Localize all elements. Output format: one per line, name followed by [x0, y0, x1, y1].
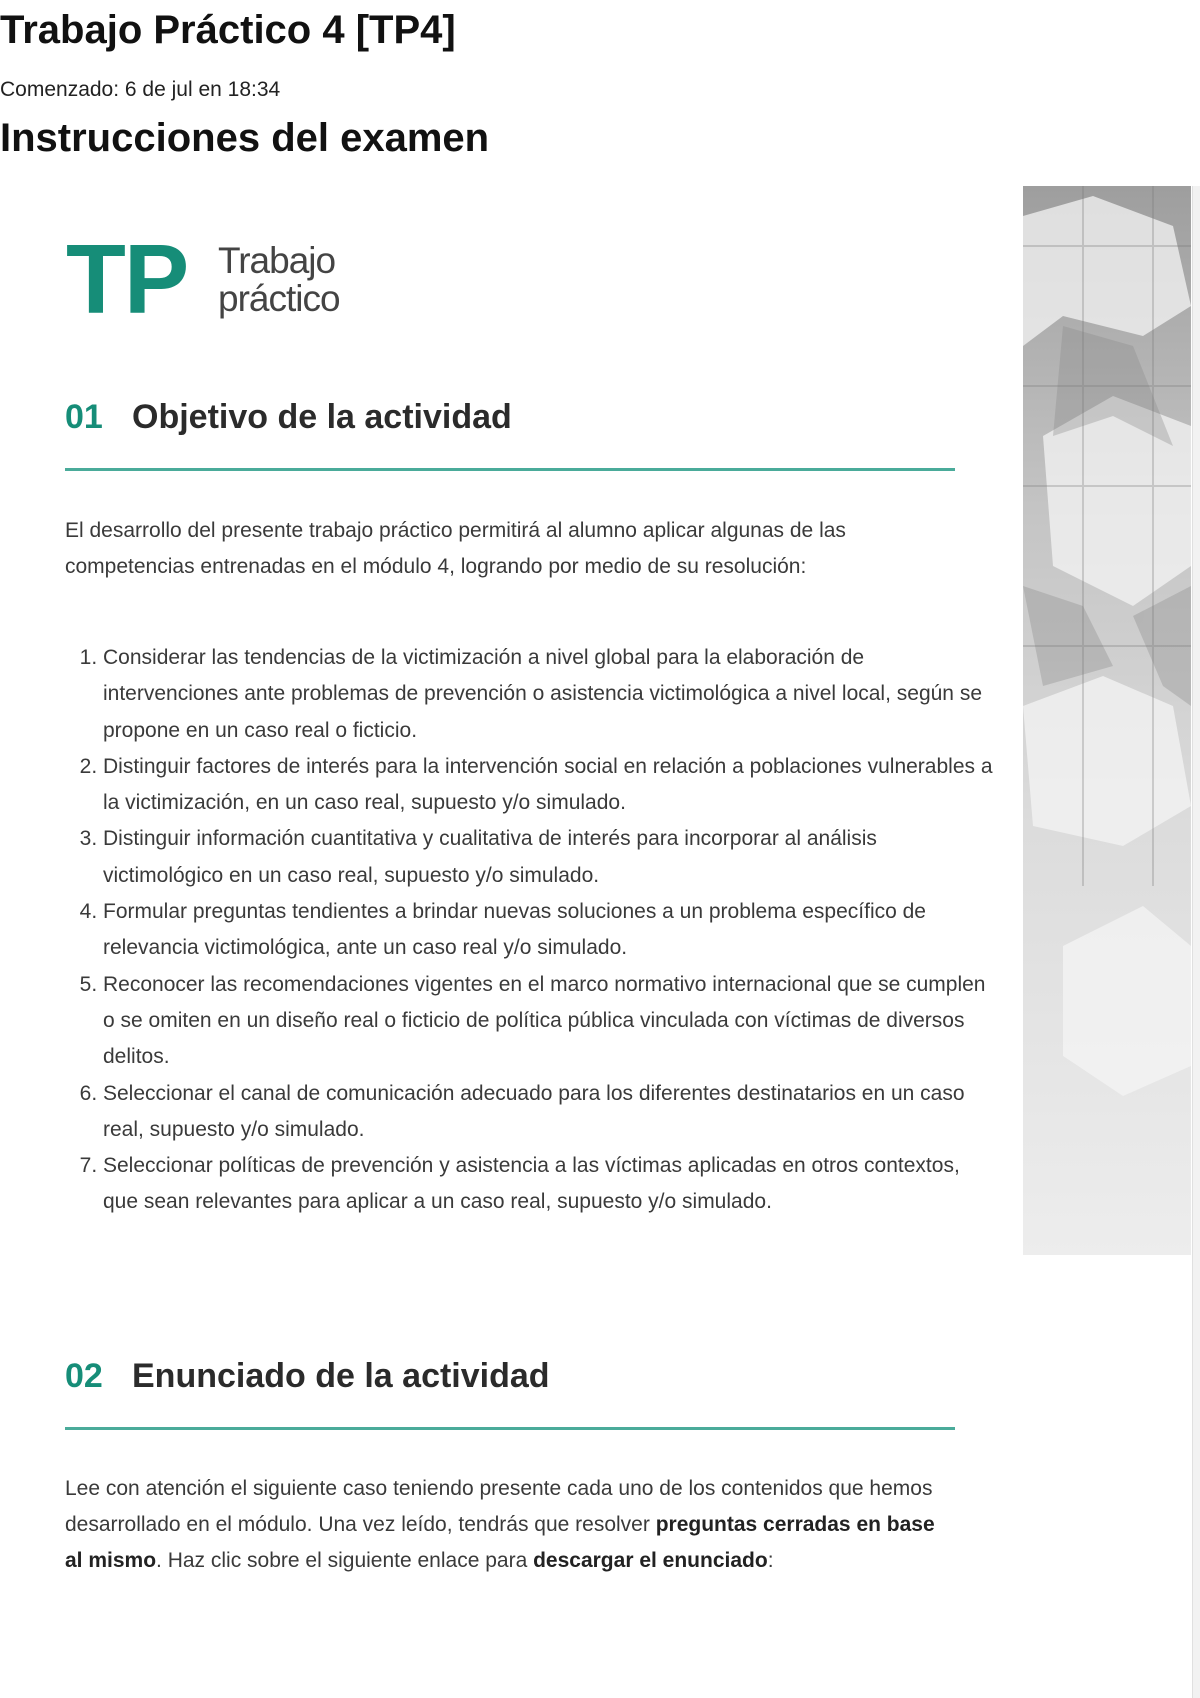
- objective-item: 6. Seleccionar el canal de comunicación adecuado para los diferentes destinatarios en un caso real, supuesto y/o simulado.: [103, 1076, 993, 1149]
- statement-text: [65, 1471, 955, 1579]
- objectives-list: [65, 640, 993, 1221]
- objective-item: 2. Distinguir factores de interés para la intervención social en relación a poblaciones vulnerables a la victimización, en un caso real, supuesto y/o simulado.: [103, 749, 993, 822]
- tp-logo-mark: TP: [66, 224, 188, 334]
- section-title: Objetivo de la actividad: [132, 398, 512, 436]
- statement-text-part: . Haz clic sobre el siguiente enlace para: [156, 1549, 534, 1572]
- objective-item: 1. Considerar las tendencias de la victimización a nivel global para la elaboración de intervenciones ante problemas de prevención o asistencia victimológica a nivel local, según se propone en un caso real o ficticio.: [103, 640, 993, 749]
- statement-text-part: Lee con atención el siguiente caso teniendo presente cada uno de los contenidos que hemos desarrollado en el módulo. Una vez leído, tendrás que resolver: [65, 1477, 933, 1536]
- objective-item: 4. Formular preguntas tendientes a brindar nuevas soluciones a un problema específico de relevancia victimológica, ante un caso real y/o simulado.: [103, 894, 993, 967]
- statement-emphasis: preguntas cerradas en base al mismo: [65, 1513, 935, 1572]
- statement-text-part: :: [767, 1549, 774, 1572]
- section-number: 02: [65, 1357, 103, 1395]
- objective-intro: El desarrollo del presente trabajo práctico permitirá al alumno aplicar algunas de las competencias entrenadas en el módulo 4, logrando por medio de su resolución:: [65, 519, 846, 578]
- decorative-architecture-image: [1023, 186, 1191, 1255]
- section-number: 01: [65, 398, 103, 436]
- objective-item: 7. Seleccionar políticas de prevención y asistencia a las víctimas aplicadas en otros contextos, que sean relevantes para aplicar a un caso real, supuesto y/o simulado.: [103, 1148, 993, 1221]
- download-statement-emphasis: descargar el enunciado: [533, 1549, 768, 1572]
- page-title: Trabajo Práctico 4 [TP4]: [0, 8, 456, 52]
- started-timestamp: Comenzado: 6 de jul en 18:34: [0, 78, 281, 101]
- section-title: Enunciado de la actividad: [132, 1357, 550, 1395]
- section-statement-header: [65, 1357, 955, 1430]
- page-scroll-edge[interactable]: [1192, 186, 1200, 1698]
- section-objective-header: [65, 398, 955, 471]
- tp-logo-word: [218, 242, 340, 318]
- objective-item: 5. Reconocer las recomendaciones vigentes en el marco normativo internacional que se cumplen o se omiten en un diseño real o ficticio de política pública vinculada con víctimas de diversos delitos.: [103, 967, 993, 1076]
- instructions-heading: Instrucciones del examen: [0, 116, 490, 160]
- objective-item: 3. Distinguir información cuantitativa y cualitativa de interés para incorporar al análisis victimológico en un caso real, supuesto y/o simulado.: [103, 821, 993, 894]
- tp-logo-word-line1: Trabajo: [218, 240, 336, 281]
- tp-logo-word-line2: práctico: [218, 278, 340, 319]
